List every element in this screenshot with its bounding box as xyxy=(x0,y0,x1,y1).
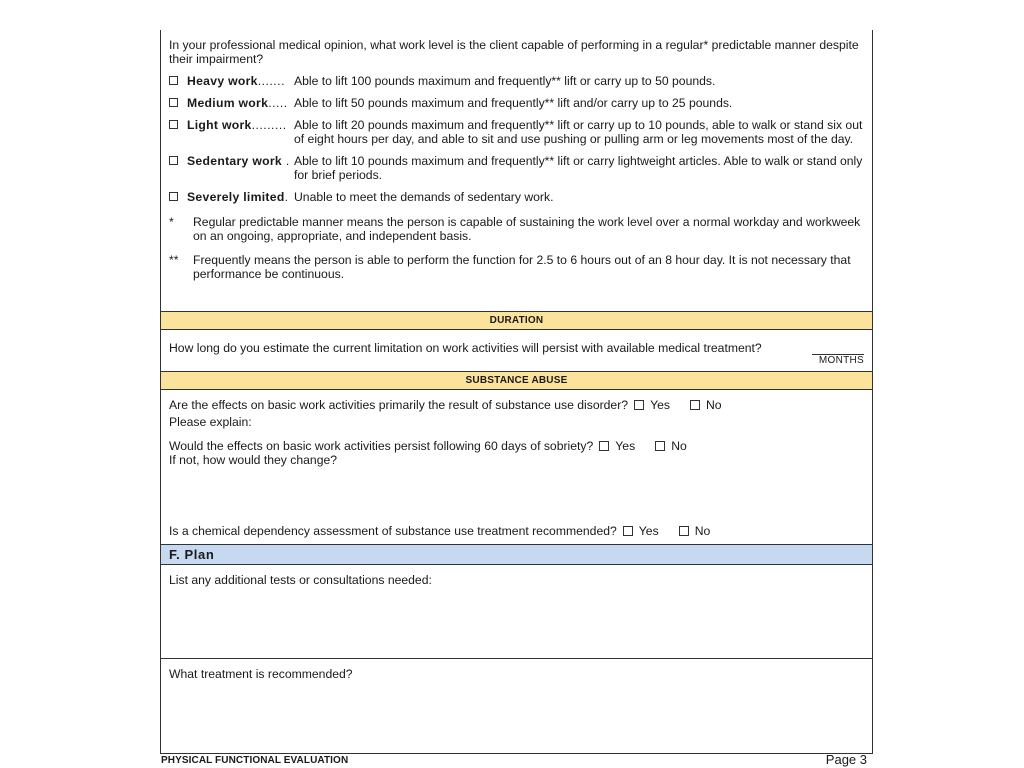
option-description: Able to lift 100 pounds maximum and frequently** lift or carry up to 50 pounds. xyxy=(294,74,716,88)
substance-q3: Is a chemical dependency assessment of substance use treatment recommended? Yes No xyxy=(169,524,711,538)
q1-no-checkbox[interactable] xyxy=(690,400,700,410)
page-footer xyxy=(161,754,873,768)
option-description: Able to lift 20 pounds maximum and frequently** lift or carry up to 10 pounds, able to walk or stand six out of eight hours per day, and able to sit and use pushing or pulling arm or leg movements most of the day. xyxy=(294,118,863,146)
plan-header: F. Plan xyxy=(161,544,872,564)
q2-no-checkbox[interactable] xyxy=(655,441,665,451)
option-light-work: Light work......... Able to lift 20 pounds maximum and frequently** lift or carry up to 10 pounds, able to walk or stand six out of eight hours per day, and able to sit and use pushing or pulling arm or leg movements most of the day. xyxy=(169,118,864,146)
q3-no-checkbox[interactable] xyxy=(679,526,689,536)
substance-abuse-header: SUBSTANCE ABUSE xyxy=(161,371,872,389)
substance-abuse-section xyxy=(161,389,872,544)
option-name: Light work xyxy=(187,118,252,132)
tests-question: List any additional tests or consultations needed: xyxy=(169,573,432,587)
months-label: MONTHS xyxy=(818,355,864,366)
footnote-text: Frequently means the person is able to perform the function for 2.5 to 6 hours out of an 8 hour day. It is not necessary that performance be continuous. xyxy=(193,253,851,281)
heavy-work-checkbox[interactable] xyxy=(169,76,178,85)
form-page xyxy=(160,30,873,754)
q2-yes-checkbox[interactable] xyxy=(599,441,609,451)
work-level-section xyxy=(161,30,872,311)
footnote-frequently xyxy=(169,253,864,281)
duration-section xyxy=(161,329,872,371)
duration-header: DURATION xyxy=(161,311,872,329)
q2-followup-label: If not, how would they change? xyxy=(169,453,338,467)
tests-section[interactable] xyxy=(161,564,872,658)
option-name: Medium work xyxy=(187,96,269,110)
form-title: PHYSICAL FUNCTIONAL EVALUATION xyxy=(161,755,349,766)
q3-yes-checkbox[interactable] xyxy=(623,526,633,536)
footnote-mark: ** xyxy=(169,253,179,267)
q1-explain-label: Please explain: xyxy=(169,415,252,429)
footnote-mark: * xyxy=(169,215,174,229)
light-work-checkbox[interactable] xyxy=(169,120,178,129)
q1-yes-checkbox[interactable] xyxy=(634,400,644,410)
substance-q1: Are the effects on basic work activities primarily the result of substance use disorder? Yes No xyxy=(169,398,722,412)
treatment-section[interactable] xyxy=(161,658,872,753)
severely-limited-checkbox[interactable] xyxy=(169,192,178,201)
work-level-question: In your professional medical opinion, what work level is the client capable of performing in a regular* predictable manner despite their impairment? xyxy=(169,38,859,66)
option-description: Unable to meet the demands of sedentary work. xyxy=(294,190,554,204)
option-name: Sedentary work xyxy=(187,154,282,168)
substance-q2: Would the effects on basic work activities persist following 60 days of sobriety? Yes No xyxy=(169,439,687,453)
option-severely-limited: Severely limited. Unable to meet the demands of sedentary work. xyxy=(169,190,864,204)
option-sedentary-work: Sedentary work . Able to lift 10 pounds maximum and frequently** lift or carry lightweight articles. Able to walk or stand only for brief periods. xyxy=(169,154,864,182)
option-name: Severely limited xyxy=(187,190,285,204)
medium-work-checkbox[interactable] xyxy=(169,98,178,107)
sedentary-work-checkbox[interactable] xyxy=(169,156,178,165)
option-name: Heavy work xyxy=(187,74,258,88)
form-table xyxy=(160,30,873,754)
duration-question: How long do you estimate the current limitation on work activities will persist with available medical treatment? xyxy=(169,341,762,355)
option-heavy-work: Heavy work....... Able to lift 100 pounds maximum and frequently** lift or carry up to 50 pounds. xyxy=(169,74,864,88)
treatment-question: What treatment is recommended? xyxy=(169,667,353,681)
months-field[interactable] xyxy=(812,342,864,366)
page-number: Page 3 xyxy=(825,752,867,767)
footnote-regular xyxy=(169,215,864,243)
option-description: Able to lift 50 pounds maximum and frequently** lift and/or carry up to 25 pounds. xyxy=(294,96,733,110)
footnote-text: Regular predictable manner means the person is capable of sustaining the work level over a normal workday and workweek on an ongoing, appropriate, and independent basis. xyxy=(193,215,861,243)
option-medium-work: Medium work..... Able to lift 50 pounds maximum and frequently** lift and/or carry up to 25 pounds. xyxy=(169,96,864,110)
option-description: Able to lift 10 pounds maximum and frequently** lift or carry lightweight articles. Able to walk or stand only for brief periods. xyxy=(294,154,863,182)
